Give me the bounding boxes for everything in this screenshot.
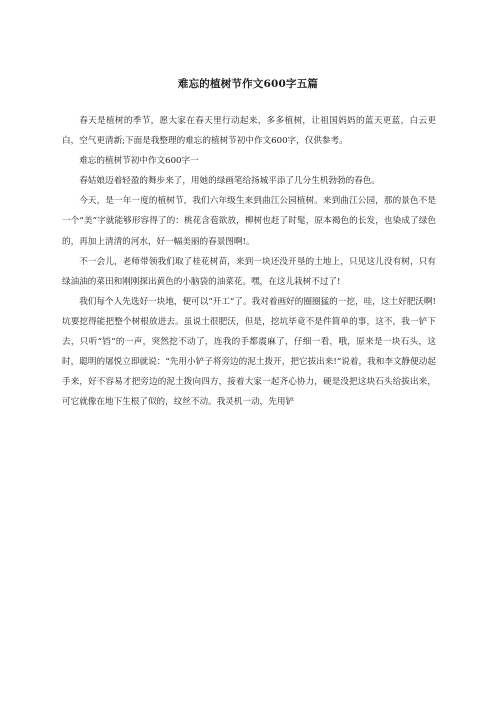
paragraph: 春姑娘迈着轻盈的舞步来了，用她的绿画笔给扬城平添了几分生机勃勃的春色。 bbox=[79, 176, 380, 187]
section-heading: 难忘的植树节初中作文600字一 bbox=[79, 156, 199, 167]
paragraph-intro: 春天是植树的季节，愿大家在春天里行动起来，多多植树，让祖国妈妈的蓝天更蓝，白云更白，空气更清新;下面是我整理的难忘的植树节初中作文600字，仅供参考。 bbox=[62, 116, 436, 147]
document-title: 难忘的植树节作文600字五篇 bbox=[177, 78, 319, 90]
paragraph: 我们每个人先选好一块地，便可以“开工”了。我对着画好的圈圈猛的一挖，哇，这土好肥沃啊!坑要挖得能把整个树根放进去。虽说土很肥沃，但是，挖坑毕竟不是件简单的事，这不，我一铲下去，只听“铛”的一声，突然挖不动了，连我的手都震麻了，仔细一看，哦，原来是一块石头，这时，聪明的屠悦立即就说：“先用小铲子将旁边的泥土拨开，把它拔出来!”说着，我和李文静便动起手来，好不容易才把旁边的泥土拨向四方，接着大家一起齐心协力，硬是没把这块石头给拔出来，可它就像在地下生根了似的，纹丝不动。我灵机一动，先用铲 bbox=[62, 296, 436, 408]
paragraph: 今天，是一年一度的植树节，我们六年级生来到曲江公园植树。来到曲江公园，那的景色不是一个“美”字就能够形容得了的：桃花含苞欲放，柳树也赶了时髦，原本褐色的长发，也染成了绿色的，再加上清清的河水，好一幅美丽的春景图啊!。 bbox=[62, 196, 436, 247]
paragraph: 不一会儿，老师带领我们取了桂花树苗，来到一块还没开垦的土地上，只见这儿没有树，只有绿油油的菜田和刚刚探出黄色的小脑袋的油菜花。嘿，在这儿栽树不过了! bbox=[62, 256, 436, 287]
document-body bbox=[62, 111, 436, 412]
